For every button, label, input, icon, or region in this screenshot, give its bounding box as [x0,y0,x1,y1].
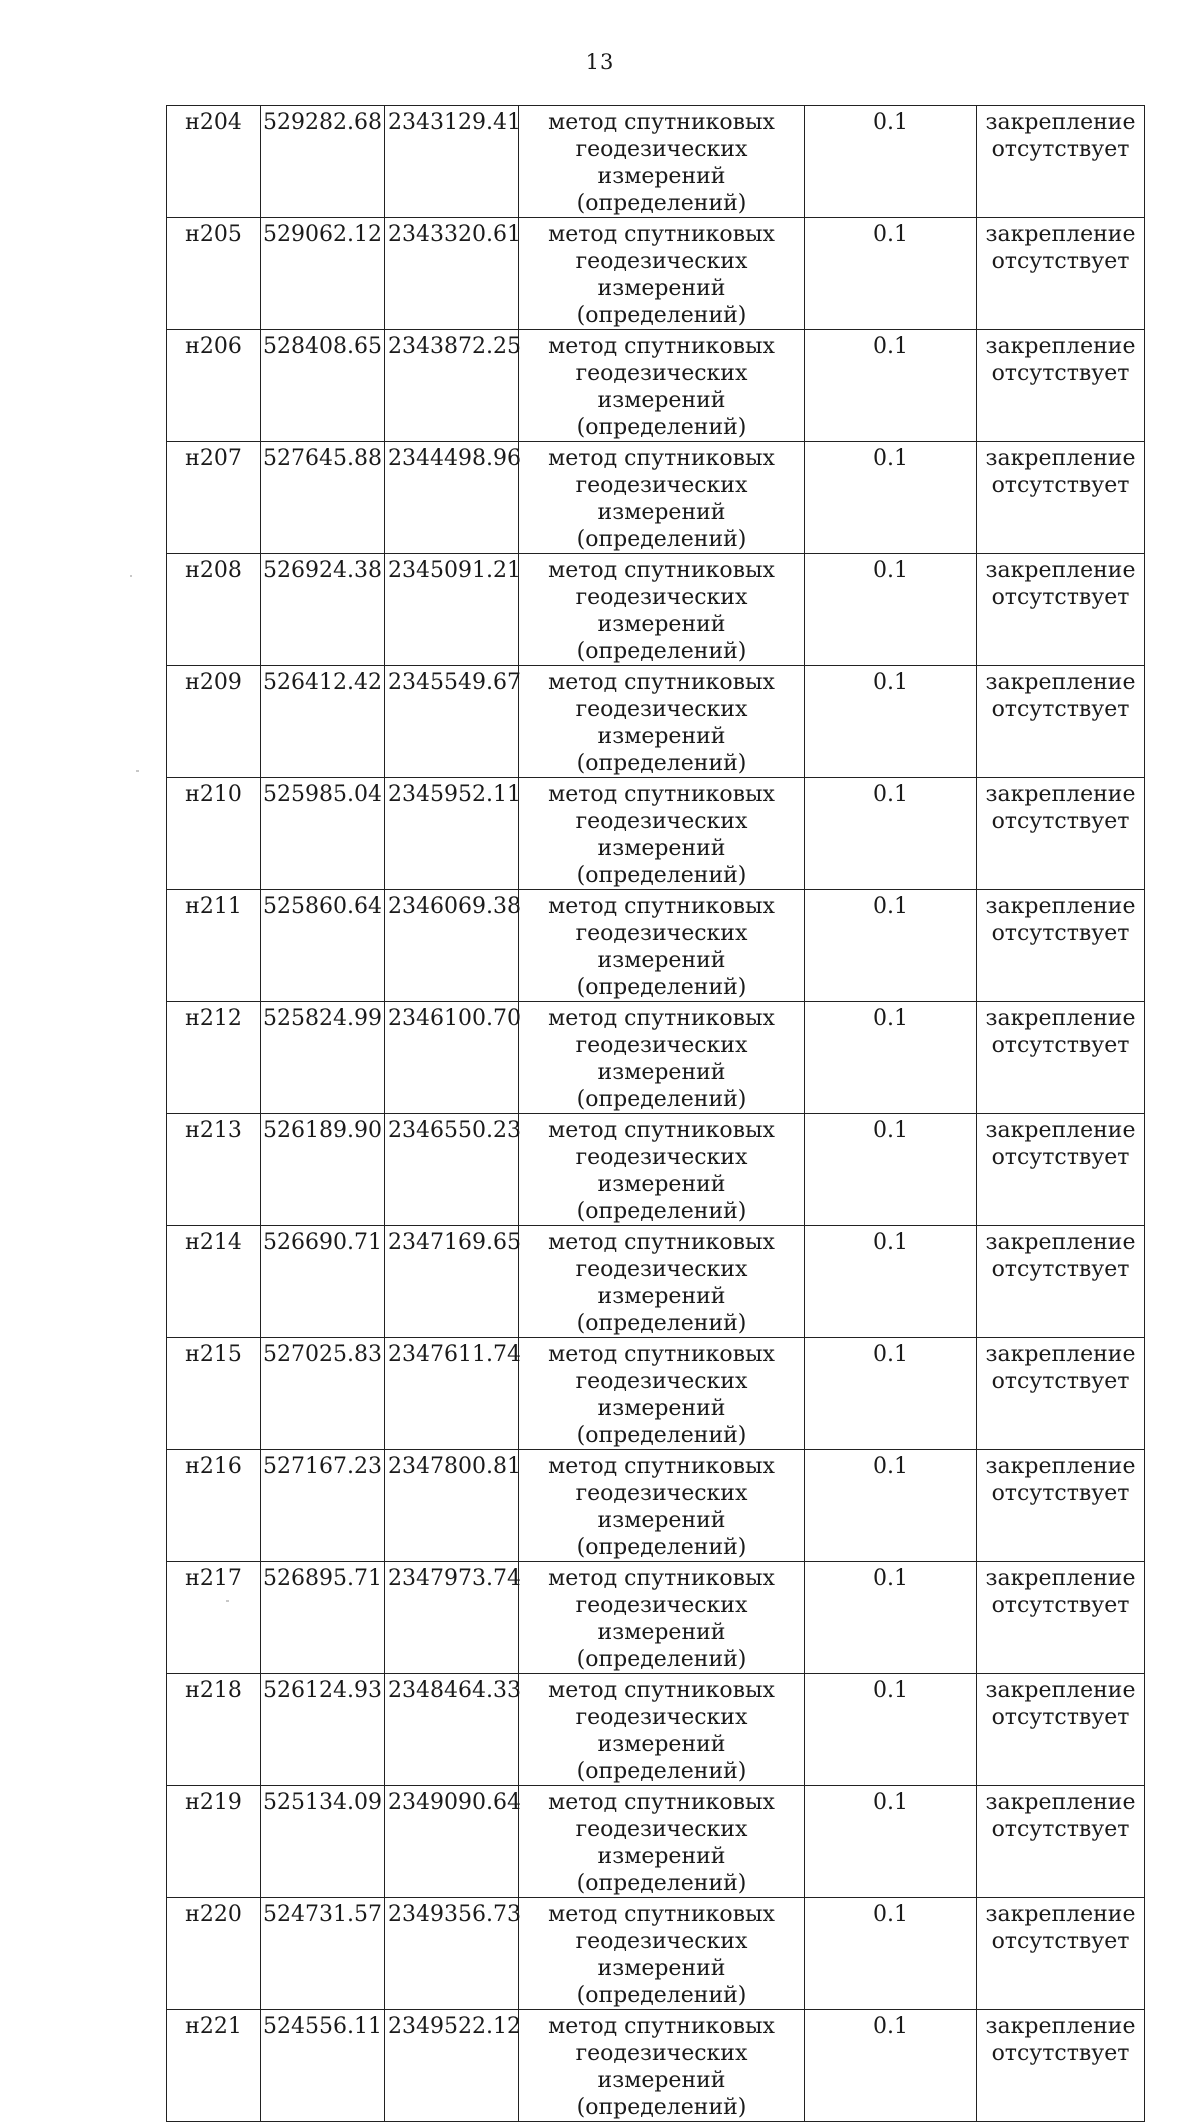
method-line: геодезических измерений [575,473,748,525]
scan-mark [226,1600,229,1602]
fixation-line: закрепление [985,1342,1136,1367]
y-coordinate-cell: 2347169.65 [385,1226,519,1338]
table-row [167,1450,1145,1562]
method-line: (определений) [576,1647,747,1672]
page-number: 13 [585,50,615,74]
y-coordinate-cell: 2347973.74 [385,1562,519,1674]
method-cell [519,1898,805,2010]
accuracy-cell: 0.1 [805,890,977,1002]
fixation-cell [977,330,1145,442]
fixation-line: закрепление [985,1006,1136,1031]
fixation-line: закрепление [985,1454,1136,1479]
fixation-line: закрепление [985,894,1136,919]
point-name-cell: н207 [167,442,261,554]
fixation-line: закрепление [985,110,1136,135]
point-name-cell: н205 [167,218,261,330]
fixation-cell [977,218,1145,330]
table-row [167,218,1145,330]
point-name-cell: н204 [167,106,261,218]
accuracy-cell: 0.1 [805,1450,977,1562]
method-line: метод спутниковых [548,558,775,583]
fixation-cell [977,442,1145,554]
y-coordinate-cell: 2346550.23 [385,1114,519,1226]
method-line: (определений) [576,191,747,216]
y-coordinate-cell: 2346100.70 [385,1002,519,1114]
method-line: геодезических измерений [575,137,748,189]
point-name-cell: н209 [167,666,261,778]
method-line: геодезических измерений [575,361,748,413]
point-name-cell: н210 [167,778,261,890]
fixation-line: отсутствует [991,2041,1130,2066]
method-line: (определений) [576,303,747,328]
x-coordinate-cell: 525824.99 [261,1002,385,1114]
point-name-cell: н216 [167,1450,261,1562]
x-coordinate-cell: 526924.38 [261,554,385,666]
method-cell [519,1114,805,1226]
method-line: геодезических измерений [575,585,748,637]
point-name-cell: н217 [167,1562,261,1674]
method-line: геодезических измерений [575,1033,748,1085]
method-line: метод спутниковых [548,1454,775,1479]
fixation-line: отсутствует [991,809,1130,834]
fixation-cell [977,1562,1145,1674]
table-row [167,442,1145,554]
method-line: метод спутниковых [548,1790,775,1815]
accuracy-cell: 0.1 [805,106,977,218]
method-line: (определений) [576,1759,747,1784]
table-row [167,2010,1145,2122]
table-row [167,1226,1145,1338]
method-line: метод спутниковых [548,1230,775,1255]
fixation-line: закрепление [985,1790,1136,1815]
table-row [167,1786,1145,1898]
table-row [167,778,1145,890]
method-line: геодезических измерений [575,1593,748,1645]
method-cell [519,1450,805,1562]
method-cell [519,218,805,330]
method-line: геодезических измерений [575,921,748,973]
table-row [167,890,1145,1002]
method-line: геодезических измерений [575,809,748,861]
method-line: метод спутниковых [548,1566,775,1591]
method-line: (определений) [576,1199,747,1224]
method-line: геодезических измерений [575,1369,748,1421]
boundary-points-table [166,105,1145,2122]
scan-mark [130,575,132,577]
point-name-cell: н206 [167,330,261,442]
point-name-cell: н211 [167,890,261,1002]
method-line: метод спутниковых [548,1006,775,1031]
table-row [167,1674,1145,1786]
fixation-line: отсутствует [991,1593,1130,1618]
fixation-line: закрепление [985,782,1136,807]
method-line: геодезических измерений [575,2041,748,2093]
x-coordinate-cell: 528408.65 [261,330,385,442]
fixation-line: отсутствует [991,1705,1130,1730]
method-line: геодезических измерений [575,1481,748,1533]
x-coordinate-cell: 527167.23 [261,1450,385,1562]
fixation-line: закрепление [985,1230,1136,1255]
fixation-cell [977,1338,1145,1450]
x-coordinate-cell: 525134.09 [261,1786,385,1898]
fixation-line: закрепление [985,2014,1136,2039]
x-coordinate-cell: 526412.42 [261,666,385,778]
fixation-cell [977,106,1145,218]
fixation-line: отсутствует [991,585,1130,610]
method-line: (определений) [576,415,747,440]
x-coordinate-cell: 527645.88 [261,442,385,554]
method-line: геодезических измерений [575,1929,748,1981]
method-cell [519,1786,805,1898]
fixation-line: отсутствует [991,1145,1130,1170]
method-line: геодезических измерений [575,1145,748,1197]
point-name-cell: н218 [167,1674,261,1786]
fixation-line: отсутствует [991,361,1130,386]
method-cell [519,106,805,218]
method-line: (определений) [576,1087,747,1112]
fixation-cell [977,1786,1145,1898]
table-row [167,1002,1145,1114]
y-coordinate-cell: 2343320.61 [385,218,519,330]
y-coordinate-cell: 2348464.33 [385,1674,519,1786]
table-row [167,554,1145,666]
fixation-cell [977,890,1145,1002]
method-line: геодезических измерений [575,697,748,749]
accuracy-cell: 0.1 [805,1898,977,2010]
point-name-cell: н208 [167,554,261,666]
method-line: (определений) [576,1871,747,1896]
fixation-line: закрепление [985,558,1136,583]
method-line: метод спутниковых [548,782,775,807]
method-cell [519,1674,805,1786]
fixation-line: отсутствует [991,1369,1130,1394]
method-line: геодезических измерений [575,1257,748,1309]
y-coordinate-cell: 2346069.38 [385,890,519,1002]
method-line: метод спутниковых [548,1118,775,1143]
table-row [167,1562,1145,1674]
method-line: метод спутниковых [548,446,775,471]
accuracy-cell: 0.1 [805,1226,977,1338]
method-line: метод спутниковых [548,1678,775,1703]
point-name-cell: н215 [167,1338,261,1450]
method-line: метод спутниковых [548,334,775,359]
x-coordinate-cell: 529062.12 [261,218,385,330]
table-row [167,666,1145,778]
fixation-line: закрепление [985,222,1136,247]
fixation-line: закрепление [985,1118,1136,1143]
accuracy-cell: 0.1 [805,554,977,666]
scan-mark [136,770,139,772]
fixation-line: закрепление [985,1566,1136,1591]
fixation-line: отсутствует [991,473,1130,498]
fixation-line: закрепление [985,1902,1136,1927]
method-line: метод спутниковых [548,1342,775,1367]
accuracy-cell: 0.1 [805,1786,977,1898]
method-line: (определений) [576,975,747,1000]
method-cell [519,330,805,442]
x-coordinate-cell: 526189.90 [261,1114,385,1226]
table-row [167,1338,1145,1450]
table-row [167,106,1145,218]
y-coordinate-cell: 2349522.12 [385,2010,519,2122]
fixation-line: отсутствует [991,1929,1130,1954]
y-coordinate-cell: 2343129.41 [385,106,519,218]
fixation-line: отсутствует [991,137,1130,162]
fixation-line: закрепление [985,1678,1136,1703]
method-line: геодезических измерений [575,1705,748,1757]
fixation-line: отсутствует [991,249,1130,274]
x-coordinate-cell: 527025.83 [261,1338,385,1450]
accuracy-cell: 0.1 [805,666,977,778]
x-coordinate-cell: 524556.11 [261,2010,385,2122]
method-line: метод спутниковых [548,222,775,247]
method-cell [519,2010,805,2122]
fixation-line: отсутствует [991,1033,1130,1058]
y-coordinate-cell: 2347611.74 [385,1338,519,1450]
fixation-line: отсутствует [991,697,1130,722]
fixation-line: закрепление [985,334,1136,359]
point-name-cell: н219 [167,1786,261,1898]
method-cell [519,1226,805,1338]
accuracy-cell: 0.1 [805,330,977,442]
method-line: (определений) [576,2095,747,2120]
y-coordinate-cell: 2345549.67 [385,666,519,778]
fixation-line: отсутствует [991,921,1130,946]
method-cell [519,442,805,554]
method-line: метод спутниковых [548,670,775,695]
method-line: метод спутниковых [548,2014,775,2039]
y-coordinate-cell: 2343872.25 [385,330,519,442]
fixation-line: закрепление [985,670,1136,695]
method-line: (определений) [576,1311,747,1336]
y-coordinate-cell: 2345952.11 [385,778,519,890]
method-line: (определений) [576,1535,747,1560]
y-coordinate-cell: 2349356.73 [385,1898,519,2010]
point-name-cell: н214 [167,1226,261,1338]
accuracy-cell: 0.1 [805,1002,977,1114]
method-line: метод спутниковых [548,894,775,919]
accuracy-cell: 0.1 [805,442,977,554]
method-cell [519,1562,805,1674]
y-coordinate-cell: 2345091.21 [385,554,519,666]
fixation-cell [977,1226,1145,1338]
method-line: метод спутниковых [548,1902,775,1927]
method-line: (определений) [576,751,747,776]
accuracy-cell: 0.1 [805,778,977,890]
point-name-cell: н220 [167,1898,261,2010]
accuracy-cell: 0.1 [805,2010,977,2122]
accuracy-cell: 0.1 [805,1562,977,1674]
y-coordinate-cell: 2347800.81 [385,1450,519,1562]
fixation-cell [977,1674,1145,1786]
accuracy-cell: 0.1 [805,218,977,330]
table-row [167,1114,1145,1226]
accuracy-cell: 0.1 [805,1674,977,1786]
fixation-line: отсутствует [991,1257,1130,1282]
fixation-cell [977,666,1145,778]
method-line: (определений) [576,863,747,888]
x-coordinate-cell: 526690.71 [261,1226,385,1338]
method-cell [519,554,805,666]
method-cell [519,890,805,1002]
method-cell [519,666,805,778]
x-coordinate-cell: 529282.68 [261,106,385,218]
y-coordinate-cell: 2349090.64 [385,1786,519,1898]
method-line: (определений) [576,1983,747,2008]
table-row [167,1898,1145,2010]
fixation-cell [977,1114,1145,1226]
fixation-line: отсутствует [991,1481,1130,1506]
method-line: геодезических измерений [575,1817,748,1869]
fixation-cell [977,778,1145,890]
y-coordinate-cell: 2344498.96 [385,442,519,554]
fixation-cell [977,2010,1145,2122]
accuracy-cell: 0.1 [805,1114,977,1226]
accuracy-cell: 0.1 [805,1338,977,1450]
fixation-line: закрепление [985,446,1136,471]
method-line: (определений) [576,639,747,664]
fixation-cell [977,1898,1145,2010]
method-line: (определений) [576,527,747,552]
table-body [167,106,1145,2122]
method-cell [519,778,805,890]
table-row [167,330,1145,442]
fixation-line: отсутствует [991,1817,1130,1842]
x-coordinate-cell: 525860.64 [261,890,385,1002]
method-line: геодезических измерений [575,249,748,301]
method-line: метод спутниковых [548,110,775,135]
method-cell [519,1338,805,1450]
fixation-cell [977,554,1145,666]
x-coordinate-cell: 524731.57 [261,1898,385,2010]
x-coordinate-cell: 526895.71 [261,1562,385,1674]
x-coordinate-cell: 525985.04 [261,778,385,890]
fixation-cell [977,1450,1145,1562]
x-coordinate-cell: 526124.93 [261,1674,385,1786]
method-line: (определений) [576,1423,747,1448]
point-name-cell: н213 [167,1114,261,1226]
point-name-cell: н221 [167,2010,261,2122]
point-name-cell: н212 [167,1002,261,1114]
method-cell [519,1002,805,1114]
fixation-cell [977,1002,1145,1114]
